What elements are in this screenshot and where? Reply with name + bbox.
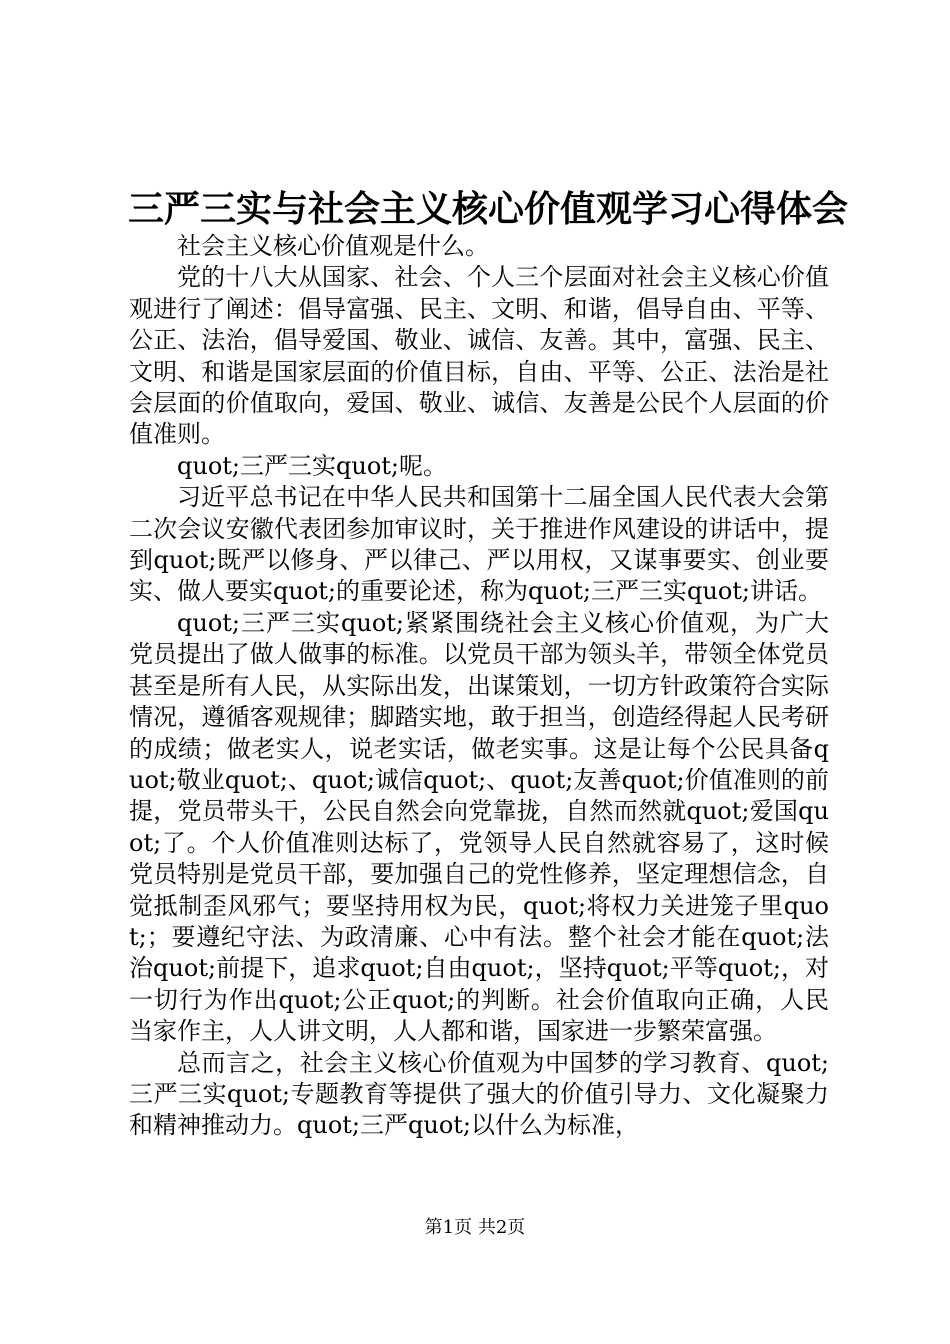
document-title: 三严三实与社会主义核心价值观学习心得体会 bbox=[128, 188, 849, 230]
paragraph: quot;三严三实quot;呢。 bbox=[177, 451, 447, 480]
page-number-footer: 第1页 共2页 bbox=[424, 1217, 526, 1238]
paragraph: quot;三严三实quot;紧紧围绕社会主义核心价值观，为广大党员提出了做人做事的标准。以党员干部为领头羊，带领全体党员甚至是所有人民，从实际出发，出谋策划，一切方针政策符合实际情况，遵循客观规律；脚踏实地，敢于担当，创造经得起人民考研的成绩；做老实人，说老实话，做老实事。这是让每个公民具备quot;敬业quot;、quot;诚信quot;、quot;友善quot;价值准则的前提，党员带头干，公民自然会向党靠拢，自然而然就quot;爱国quot;了。个人价值准则达标了，党领导人民自然就容易了，这时候党员特别是党员干部，要加强自己的党性修养，坚定理想信念，自觉抵制歪风邪气；要坚持用权为民，quot;将权力关进笼子里quot;；要遵纪守法、为政清廉、心中有法。整个社会才能在quot;法治quot;前提下，追求quot;自由quot;，坚持quot;平等quot;，对一切行为作出quot;公正quot;的判断。社会价值取向正确，人民当家作主，人人讲文明，人人都和谐，国家进一步繁荣富强。 bbox=[129, 608, 829, 1046]
document-body bbox=[129, 231, 829, 1142]
paragraph: 总而言之，社会主义核心价值观为中国梦的学习教育、quot;三严三实quot;专题教育等提供了强大的价值引导力、文化凝聚力和精神推动力。quot;三严quot;以什么为标准， bbox=[129, 1048, 829, 1140]
paragraph: 社会主义核心价值观是什么。 bbox=[177, 232, 489, 260]
paragraph: 习近平总书记在中华人民共和国第十二届全国人民代表大会第二次会议安徽代表团参加审议时，关于推进作风建设的讲话中，提到quot;既严以修身、严以律己、严以用权，又谋事要实、创业要实、做人要实quot;的重要论述，称为quot;三严三实quot;讲话。 bbox=[129, 483, 829, 606]
paragraph: 党的十八大从国家、社会、个人三个层面对社会主义核心价值观进行了阐述：倡导富强、民主、文明、和谐，倡导自由、平等、公正、法治，倡导爱国、敬业、诚信、友善。其中，富强、民主、文明、和谐是国家层面的价值目标，自由、平等、公正、法治是社会层面的价值取向，爱国、敬业、诚信、友善是公民个人层面的价值准则。 bbox=[129, 263, 829, 449]
